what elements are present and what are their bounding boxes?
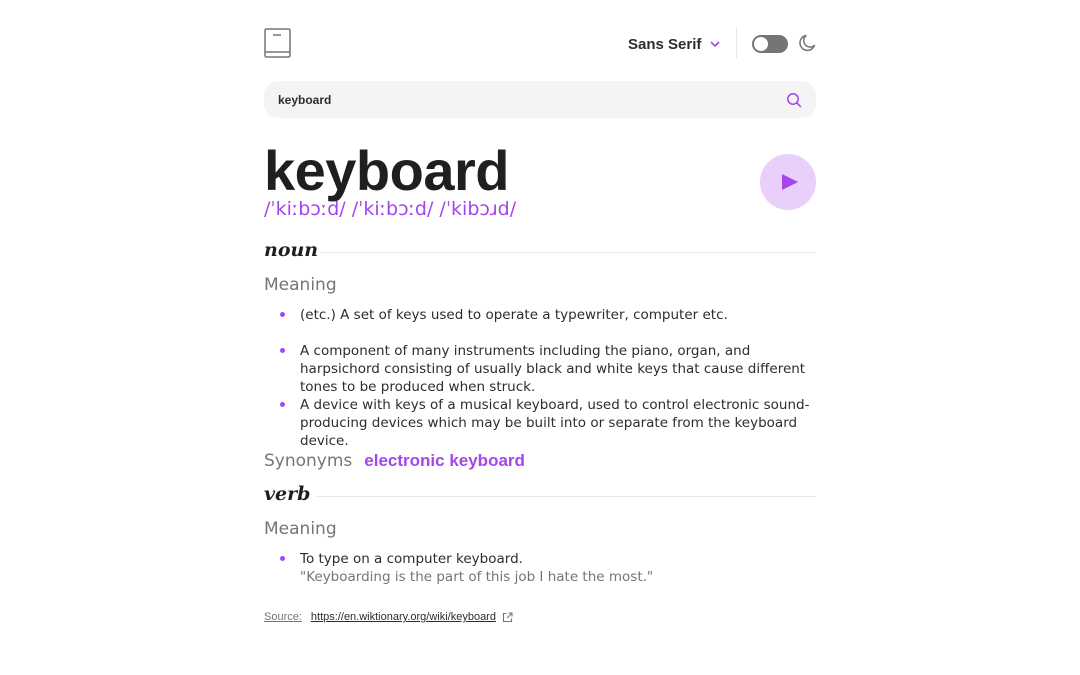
source-row	[264, 608, 513, 626]
bullet	[280, 402, 285, 407]
definition-text: A component of many instruments including the piano, organ, and harpsichord consisting of usually black and white keys that cause different tones to be produced when struck.	[300, 343, 806, 395]
font-selector-label: Sans Serif	[628, 35, 702, 53]
bullet	[280, 556, 285, 561]
font-selector[interactable]	[628, 33, 721, 55]
source-link[interactable]: https://en.wiktionary.org/wiki/keyboard	[310, 611, 496, 623]
synonyms-label: Synonyms	[264, 451, 353, 471]
verb-section-header	[264, 483, 816, 509]
play-icon	[781, 173, 799, 191]
part-of-speech-noun: noun	[264, 239, 319, 261]
source-label: Source:	[264, 611, 302, 623]
synonyms-row	[264, 450, 525, 472]
phonetic: /ˈkiːbɔːd/ /ˈkiːbɔːd/ /ˈkibɔɹd/	[264, 198, 517, 220]
header	[264, 28, 816, 60]
noun-section-header	[264, 239, 816, 265]
definition-item	[300, 342, 816, 396]
book-icon[interactable]	[264, 28, 291, 58]
moon-icon	[798, 33, 818, 53]
play-audio-button[interactable]	[760, 154, 816, 210]
external-link-icon[interactable]	[502, 612, 513, 623]
definition-item	[300, 396, 816, 450]
meaning-heading: Meaning	[264, 275, 337, 295]
search-input[interactable]	[278, 81, 768, 118]
word-title: keyboard	[264, 139, 509, 202]
part-of-speech-verb: verb	[264, 483, 311, 505]
search-bar	[264, 81, 816, 118]
chevron-down-icon	[709, 38, 721, 50]
meaning-heading: Meaning	[264, 519, 337, 539]
theme-toggle-knob	[754, 37, 768, 51]
definition-example: "Keyboarding is the part of this job I hate the most."	[300, 569, 654, 585]
definition-text: To type on a computer keyboard.	[300, 551, 523, 567]
definition-text: (etc.) A set of keys used to operate a typewriter, computer etc.	[300, 307, 728, 323]
header-divider	[736, 28, 737, 58]
definition-text: A device with keys of a musical keyboard, used to control electronic sound-producing devices which may be built into or separate from the keyboard device.	[300, 397, 810, 449]
definition-item	[300, 306, 816, 324]
section-divider	[316, 496, 816, 497]
bullet	[280, 348, 285, 353]
theme-toggle[interactable]	[752, 35, 788, 53]
synonym-link[interactable]: electronic keyboard	[364, 451, 525, 470]
section-divider	[320, 252, 816, 253]
definition-item	[300, 550, 816, 586]
search-icon[interactable]	[786, 92, 802, 108]
bullet	[280, 312, 285, 317]
